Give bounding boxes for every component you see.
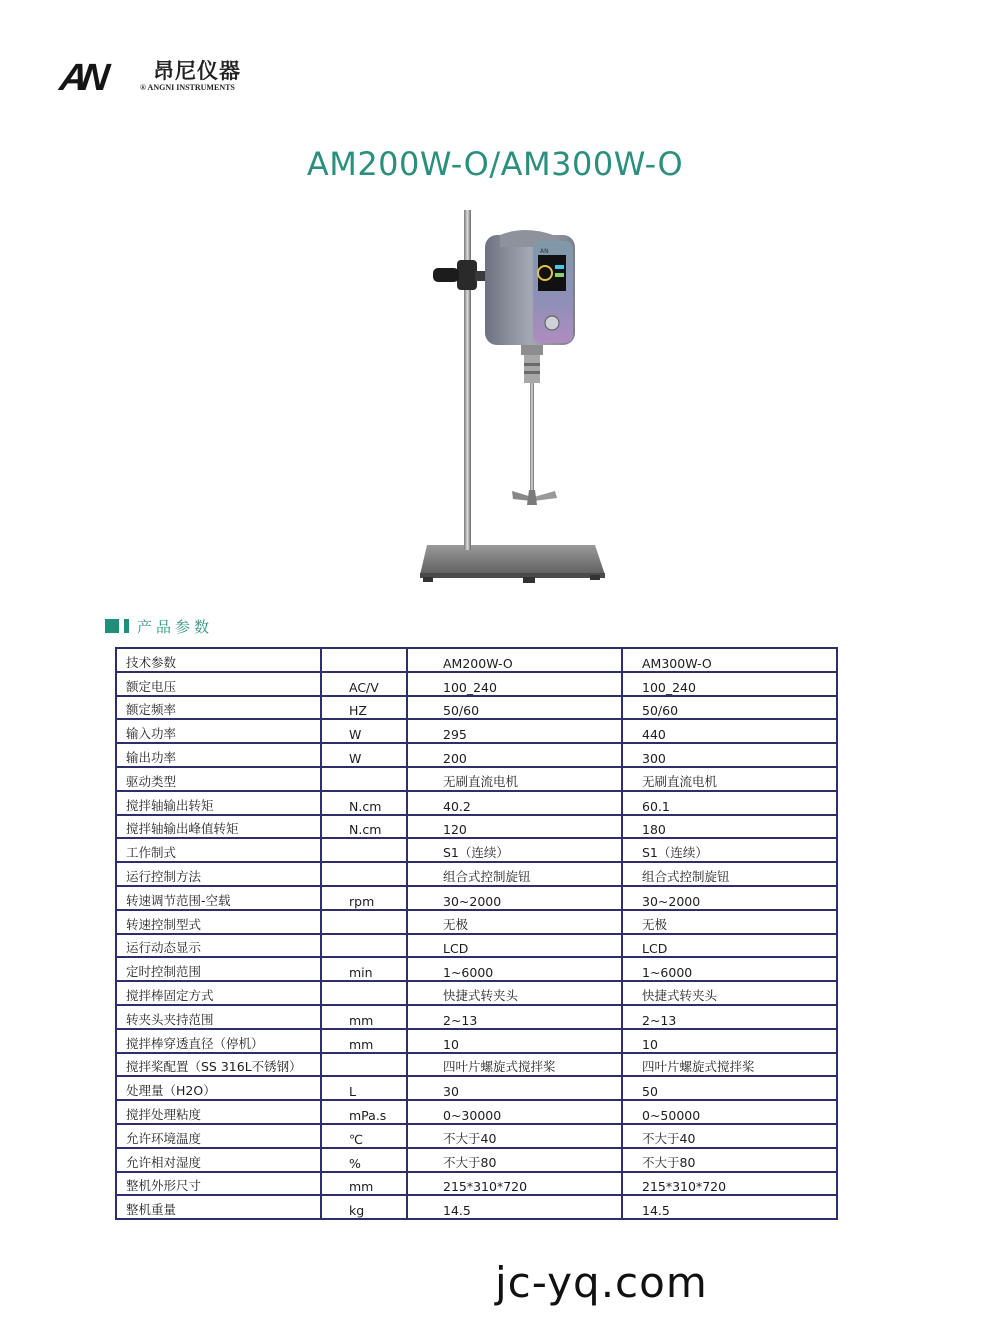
am200-cell: 四叶片螺旋式搅拌桨 <box>407 1053 622 1077</box>
table-row <box>116 1053 837 1077</box>
am300-cell: 1~6000 <box>622 957 837 981</box>
am200-cell: AM200W-O <box>407 648 622 672</box>
am200-cell: 无极 <box>407 910 622 934</box>
table-row <box>116 1124 837 1148</box>
am200-cell: 30~2000 <box>407 886 622 910</box>
am300-cell: 60.1 <box>622 791 837 815</box>
param-cell: 允许相对湿度 <box>116 1148 321 1172</box>
table-row <box>116 815 837 839</box>
am200-cell: 40.2 <box>407 791 622 815</box>
unit-cell <box>321 767 407 791</box>
unit-cell: % <box>321 1148 407 1172</box>
am300-cell: 10 <box>622 1029 837 1053</box>
am200-cell: 30 <box>407 1076 622 1100</box>
am300-cell: 50/60 <box>622 696 837 720</box>
am300-cell: 50 <box>622 1076 837 1100</box>
param-cell: 处理量（H2O） <box>116 1076 321 1100</box>
table-row <box>116 981 837 1005</box>
am300-cell: 440 <box>622 719 837 743</box>
am300-cell: 快捷式转夹头 <box>622 981 837 1005</box>
unit-cell <box>321 910 407 934</box>
table-row <box>116 1100 837 1124</box>
unit-cell <box>321 862 407 886</box>
am200-cell: 100_240 <box>407 672 622 696</box>
param-cell: 定时控制范围 <box>116 957 321 981</box>
table-row <box>116 1195 837 1219</box>
table-row <box>116 791 837 815</box>
table-row <box>116 957 837 981</box>
am300-cell: 不大于80 <box>622 1148 837 1172</box>
am300-cell: 30~2000 <box>622 886 837 910</box>
am300-cell: 不大于40 <box>622 1124 837 1148</box>
unit-cell: HZ <box>321 696 407 720</box>
am200-cell: 不大于40 <box>407 1124 622 1148</box>
table-row <box>116 743 837 767</box>
unit-cell: mm <box>321 1005 407 1029</box>
param-cell: 整机外形尺寸 <box>116 1172 321 1196</box>
am300-cell: 四叶片螺旋式搅拌桨 <box>622 1053 837 1077</box>
table-row <box>116 696 837 720</box>
table-row <box>116 1148 837 1172</box>
am300-cell: 2~13 <box>622 1005 837 1029</box>
unit-cell <box>321 1053 407 1077</box>
table-row <box>116 886 837 910</box>
am200-cell: 14.5 <box>407 1195 622 1219</box>
am200-cell: 0~30000 <box>407 1100 622 1124</box>
param-cell: 搅拌轴输出峰值转矩 <box>116 815 321 839</box>
unit-cell <box>321 981 407 1005</box>
am300-cell: 100_240 <box>622 672 837 696</box>
param-cell: 搅拌桨配置（SS 316L不锈钢） <box>116 1053 321 1077</box>
table-row <box>116 838 837 862</box>
table-row <box>116 767 837 791</box>
brand-name-en: ® ANGNI INSTRUMENTS <box>140 83 235 92</box>
am200-cell: S1（连续） <box>407 838 622 862</box>
stand-base <box>420 545 605 575</box>
am300-cell: 300 <box>622 743 837 767</box>
spec-table <box>115 647 838 1220</box>
param-cell: 输出功率 <box>116 743 321 767</box>
watermark: jc-yq.com <box>495 1258 708 1307</box>
table-header-row <box>116 648 837 672</box>
am300-cell: 180 <box>622 815 837 839</box>
brand-name-cn: 昂尼仪器 <box>153 59 241 83</box>
brand-logo <box>57 55 260 100</box>
device-screen-label: AN <box>540 248 549 255</box>
table-row <box>116 1005 837 1029</box>
unit-cell: AC/V <box>321 672 407 696</box>
am200-cell: 295 <box>407 719 622 743</box>
unit-cell: mm <box>321 1029 407 1053</box>
table-row <box>116 910 837 934</box>
am300-cell: LCD <box>622 934 837 958</box>
table-row <box>116 1029 837 1053</box>
unit-cell <box>321 934 407 958</box>
param-cell: 整机重量 <box>116 1195 321 1219</box>
param-cell: 允许环境温度 <box>116 1124 321 1148</box>
unit-cell: min <box>321 957 407 981</box>
param-cell: 运行动态显示 <box>116 934 321 958</box>
unit-cell: L <box>321 1076 407 1100</box>
stirring-shaft <box>530 383 534 493</box>
unit-cell <box>321 838 407 862</box>
am200-cell: 快捷式转夹头 <box>407 981 622 1005</box>
am300-cell: 组合式控制旋钮 <box>622 862 837 886</box>
am200-cell: 不大于80 <box>407 1148 622 1172</box>
param-cell: 技术参数 <box>116 648 321 672</box>
am300-cell: 无极 <box>622 910 837 934</box>
am200-cell: 1~6000 <box>407 957 622 981</box>
unit-cell: W <box>321 719 407 743</box>
am200-cell: 2~13 <box>407 1005 622 1029</box>
am300-cell: AM300W-O <box>622 648 837 672</box>
section-header <box>105 615 213 637</box>
param-cell: 额定频率 <box>116 696 321 720</box>
param-cell: 搅拌棒穿透直径（停机） <box>116 1029 321 1053</box>
param-cell: 驱动类型 <box>116 767 321 791</box>
param-cell: 输入功率 <box>116 719 321 743</box>
param-cell: 搅拌棒固定方式 <box>116 981 321 1005</box>
am300-cell: 无刷直流电机 <box>622 767 837 791</box>
stirrer-product-image <box>405 205 615 605</box>
unit-cell: N.cm <box>321 815 407 839</box>
unit-cell: mPa.s <box>321 1100 407 1124</box>
am200-cell: 50/60 <box>407 696 622 720</box>
am300-cell: 0~50000 <box>622 1100 837 1124</box>
unit-cell: ℃ <box>321 1124 407 1148</box>
logo-mark: AN <box>57 57 106 99</box>
param-cell: 额定电压 <box>116 672 321 696</box>
unit-cell: rpm <box>321 886 407 910</box>
param-cell: 工作制式 <box>116 838 321 862</box>
unit-cell: N.cm <box>321 791 407 815</box>
param-cell: 运行控制方法 <box>116 862 321 886</box>
section-square-icon <box>105 619 119 633</box>
am200-cell: 215*310*720 <box>407 1172 622 1196</box>
page-title: AM200W-O/AM300W-O <box>306 145 684 183</box>
table-row <box>116 719 837 743</box>
table-row <box>116 672 837 696</box>
unit-cell: mm <box>321 1172 407 1196</box>
param-cell: 转夹头夹持范围 <box>116 1005 321 1029</box>
am200-cell: 120 <box>407 815 622 839</box>
am200-cell: 组合式控制旋钮 <box>407 862 622 886</box>
unit-cell <box>321 648 407 672</box>
unit-cell: kg <box>321 1195 407 1219</box>
section-bar-icon <box>124 619 129 633</box>
am200-cell: 无刷直流电机 <box>407 767 622 791</box>
table-row <box>116 862 837 886</box>
unit-cell: W <box>321 743 407 767</box>
am300-cell: S1（连续） <box>622 838 837 862</box>
am200-cell: 200 <box>407 743 622 767</box>
table-row <box>116 934 837 958</box>
param-cell: 转速控制型式 <box>116 910 321 934</box>
table-row <box>116 1076 837 1100</box>
section-title: 产品参数 <box>137 617 214 636</box>
table-row <box>116 1172 837 1196</box>
param-cell: 搅拌处理粘度 <box>116 1100 321 1124</box>
am200-cell: LCD <box>407 934 622 958</box>
am300-cell: 215*310*720 <box>622 1172 837 1196</box>
param-cell: 搅拌轴输出转矩 <box>116 791 321 815</box>
am200-cell: 10 <box>407 1029 622 1053</box>
param-cell: 转速调节范围-空载 <box>116 886 321 910</box>
am300-cell: 14.5 <box>622 1195 837 1219</box>
